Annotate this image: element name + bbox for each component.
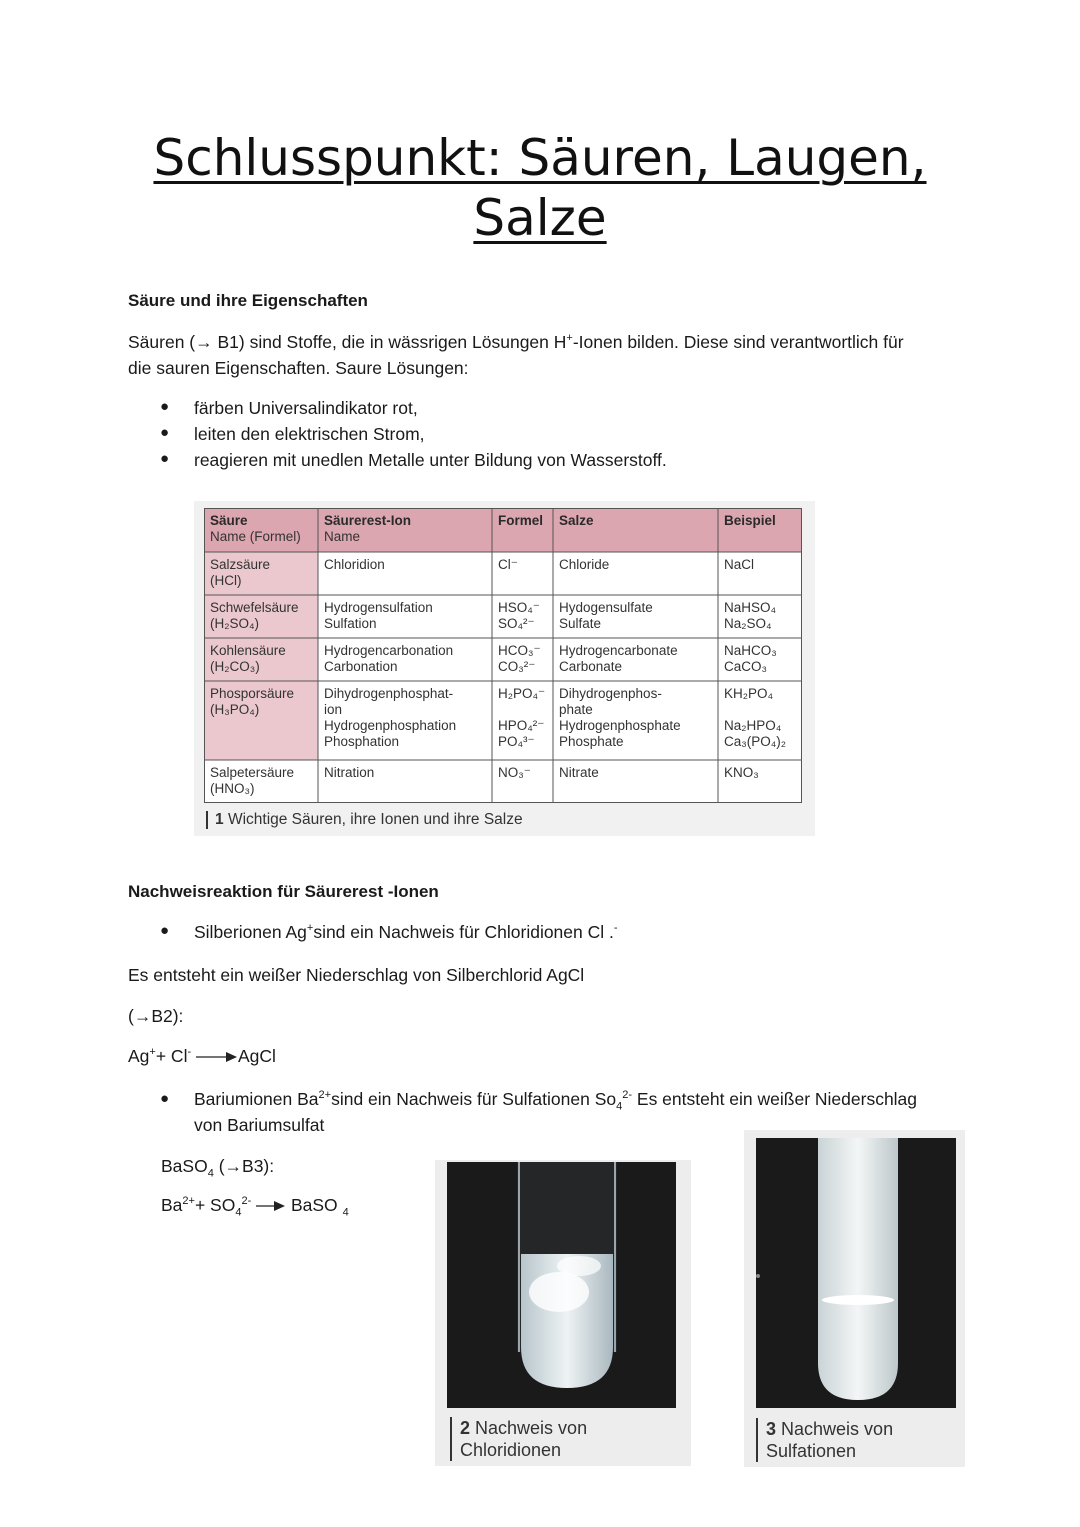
table-cell: Chloridion: [324, 557, 385, 572]
equation-baso4: $Ba^{2+}+ SO_4^{2-}$ BaSO $_4$: [161, 1195, 349, 1219]
table-cell: NaHCO₃ CaCO₃: [724, 643, 777, 674]
arrow-icon: [256, 1200, 286, 1212]
table-cell: HSO₄⁻ SO₄²⁻: [498, 600, 540, 631]
table-row: Phosporsäure (H₃PO₄): [210, 686, 295, 717]
table-row: Schwefelsäure (H₂SO₄): [210, 600, 299, 631]
photo-test-tube-baso4: [756, 1138, 956, 1408]
figure-caption-3: 3 Nachweis von Sulfationen: [756, 1418, 893, 1462]
test-tube-icon: [756, 1138, 956, 1408]
table-cell: Nitration: [324, 765, 375, 780]
table-cell: Hydrogensulfation Sulfation: [324, 600, 433, 631]
table-header-ion: Säurerest-Ion Name: [324, 513, 412, 544]
list-item: ● leiten den elektrischen Strom,: [160, 424, 425, 444]
table-cell: Hydrogencarbonate Carbonate: [559, 643, 678, 674]
table-header-formula: Formel: [498, 513, 544, 528]
text-ref-b2: (→B2):: [128, 1006, 184, 1026]
table-cell: NaHSO₄ Na₂SO₄: [724, 600, 777, 631]
list-item: ● reagieren mit unedlen Metalle unter Bildung von Wasserstoff.: [160, 450, 667, 470]
table-header-salts: Salze: [559, 513, 594, 528]
table-cell: Nitrate: [559, 765, 599, 780]
table-cell: KH₂PO₄ Na₂HPO₄ Ca₃(PO₄)₂: [724, 686, 787, 749]
table-caption: 1 Wichtige Säuren, ihre Ionen und ihre Salze: [206, 811, 523, 829]
section-heading-detection: Nachweisreaktion für Säurerest -Ionen: [128, 882, 439, 901]
section-heading-acids: Säure und ihre Eigenschaften: [128, 291, 368, 310]
table-row: Kohlensäure (H₂CO₃): [210, 643, 286, 674]
test-tube-icon: [447, 1162, 676, 1408]
text-precipitate-agcl: Es entsteht ein weißer Niederschlag von Silberchlorid AgCl: [128, 965, 585, 985]
list-item: ● Bariumionen $Ba^{2+}\sin d$ ein Nachweis für Sulfationen $So_4^{2-}$ Es entsteht ein weißer Niederschlag von Bariumsulfat: [160, 1089, 918, 1135]
table-cell: Cl⁻: [498, 557, 518, 572]
table-cell: NO₃⁻: [498, 765, 531, 780]
list-item: ● Silberionen Ag+sind ein Nachweis für Chloridionen Cl .-: [160, 922, 618, 942]
text-baso4-ref: BaSO$_4$ (→B3):: [161, 1156, 275, 1180]
table-cell: Dihydrogenphosphat- ion Hydrogenphosphation Phosphation: [324, 686, 457, 749]
acid-table: [204, 508, 802, 803]
list-item: ● färben Universalindikator rot,: [160, 398, 418, 418]
photo-test-tube-agcl: [447, 1162, 676, 1408]
equation-agcl: Ag++ Cl- AgCl: [128, 1046, 276, 1066]
arrow-icon: [196, 1051, 238, 1063]
figure-caption-2: 2 Nachweis von Chloridionen: [450, 1417, 587, 1461]
table-header-example: Beispiel: [724, 513, 776, 528]
table-row: Salpetersäure (HNO₃): [210, 765, 295, 796]
table-cell: NaCl: [724, 557, 755, 572]
table-cell: KNO₃: [724, 765, 759, 780]
table-cell: Chloride: [559, 557, 610, 572]
intro-paragraph: Säuren (→ B1) sind Stoffe, die in wässrigen Lösungen H+-Ionen bilden. Diese sind verantwortlich für die sauren Eigenschaften. Saure Lösungen:: [128, 332, 904, 378]
table-cell: HCO₃⁻ CO₃²⁻: [498, 643, 541, 674]
table-cell: Hydogensulfate Sulfate: [559, 600, 653, 631]
table-cell: H₂PO₄⁻ HPO₄²⁻ PO₄³⁻: [498, 686, 546, 749]
table-header-acid: Säure Name (Formel): [210, 513, 301, 544]
page-title: Schlusspunkt: Säuren, Laugen, Salze: [153, 129, 927, 247]
table-cell: Dihydrogenphos- phate Hydrogenphosphate Phosphate: [559, 686, 681, 749]
table-row: Salzsäure (HCl): [210, 557, 271, 588]
table-cell: Hydrogencarbonation Carbonation: [324, 643, 454, 674]
